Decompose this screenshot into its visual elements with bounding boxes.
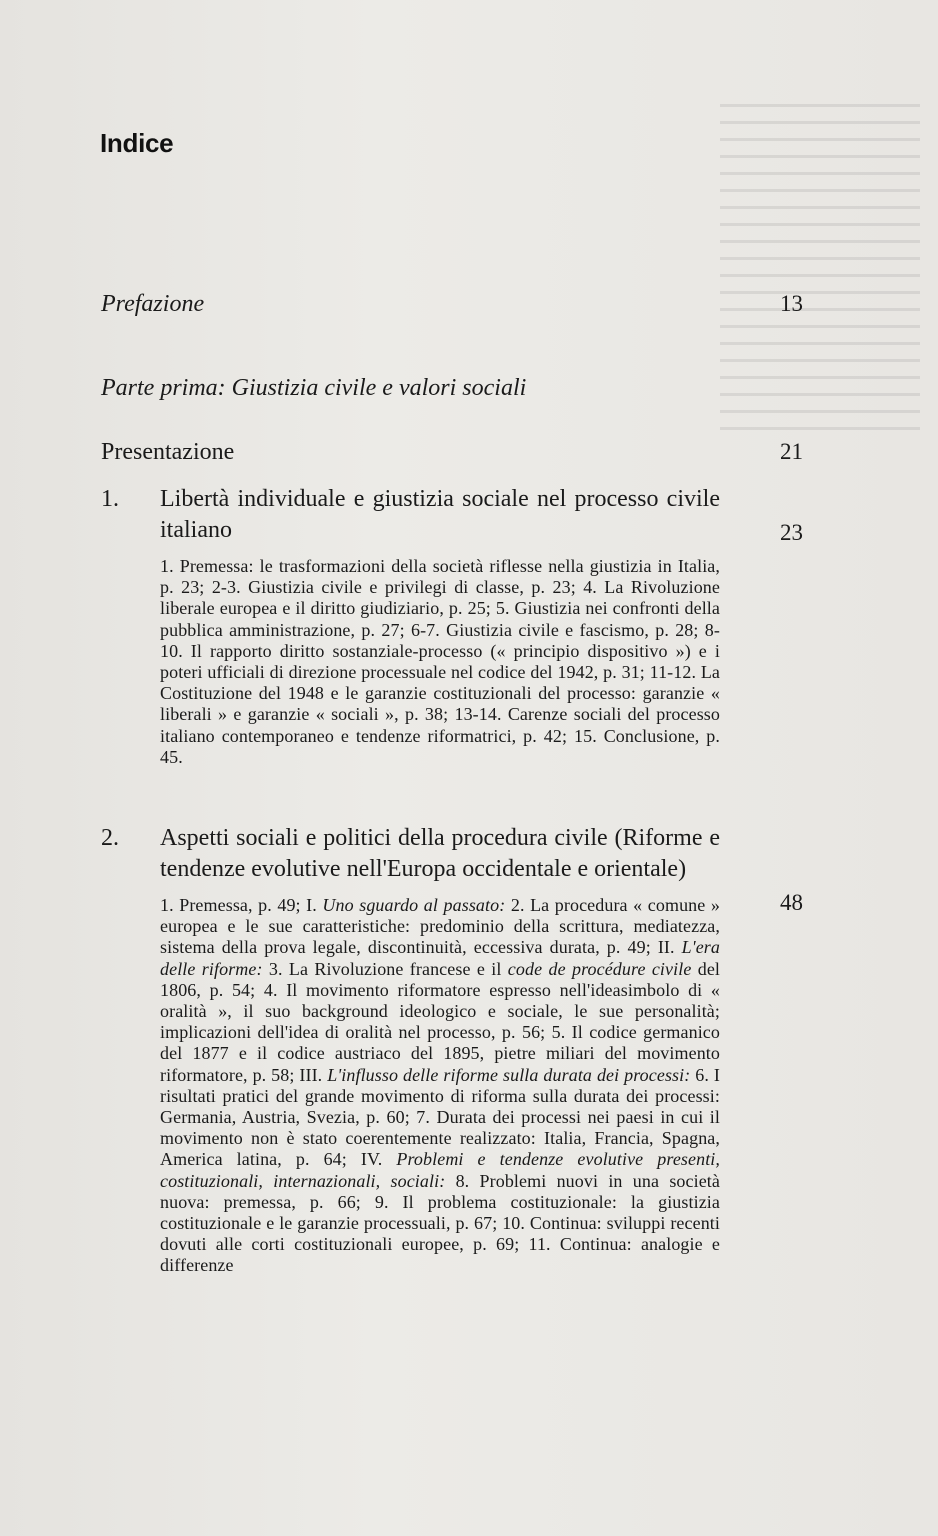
chapter-title: Libertà individuale e giustizia sociale nel processo civile italiano bbox=[160, 486, 720, 543]
summary-section-heading: Problemi e tendenze evolutive presenti, costituzionali, internazionali, sociali: bbox=[160, 1149, 721, 1191]
toc-chapter-1[interactable] bbox=[101, 484, 803, 768]
toc-page-number: 48 bbox=[780, 890, 803, 915]
summary-section-heading: Uno sguardo al passato: bbox=[322, 895, 506, 915]
chapter-title: Aspetti sociali e politici della procedura civile (Riforme e tendenze evolutive nell'Europa occidentale e orientale) bbox=[160, 825, 720, 882]
summary-text: 1. Premessa, p. 49; I. bbox=[160, 895, 323, 915]
chapter-summary bbox=[160, 556, 720, 768]
summary-text: 8. Problemi nuovi in una società nuova: premessa, p. 66; 9. Il problema costituzionale: la giustizia costituzionale e le garanzie processuali, p. 67; 10. Continua: sviluppi recenti dovuti alle corti costituzionali europee, p. 69; 11. Continua: analogie e differenze bbox=[160, 1170, 721, 1276]
toc-page-number: 21 bbox=[780, 439, 803, 464]
chapter-summary bbox=[160, 895, 720, 1277]
summary-section-heading: L'influsso delle riforme sulla durata dei processi: bbox=[327, 1064, 691, 1085]
toc-part-label: Parte prima: Giustizia civile e valori sociali bbox=[101, 375, 527, 401]
summary-text: 1. Premessa: le trasformazioni della società riflesse nella giustizia in Italia, p. 23; 2-3. Giustizia civile e privilegi di classe, p. 23; 4. La Rivoluzione liberale europea e il diritto giudiziario, p. 25; 5. Giustizia nei confronti della pubblica amministrazione, p. 27; 6-7. Giustizia civile e fascismo, p. 28; 8-10. Il rapporto diritto sostanziale-processo (« principio dispositivo ») e i poteri ufficiali di direzione processuale nel codice del 1942, p. 31; 11-12. La Costituzione del 1948 e le garanzie costituzionali del processo: garanzie « liberali » e garanzie « sociali », p. 38; 13-14. Carenze sociali del processo italiano contemporaneo e tendenze riformatrici, p. 42; 15. Conclusione, p. 45. bbox=[160, 556, 720, 767]
toc-part-heading[interactable] bbox=[101, 372, 803, 404]
toc-page-number: 23 bbox=[780, 520, 803, 545]
toc-entry-label: Prefazione bbox=[101, 291, 205, 317]
summary-text: 2. La procedura « comune » europea e le sue caratteristiche: predominio della scrittura, mediatezza, sistema della prova legale, discontinuità, eccessiva durata, p. 49; II. bbox=[160, 895, 720, 958]
toc-page-number: 13 bbox=[780, 291, 803, 316]
summary-text: 6. I risultati pratici del grande movimento di riforma sulla durata dei processi: Germania, Austria, Svezia, p. 60; 7. Durata dei processi nei paesi in cui il movimento non è stato coerentemente realizzato: Italia, Francia, Spagna, America latina, p. 64; IV. bbox=[160, 1064, 720, 1170]
toc-chapter-2[interactable] bbox=[101, 823, 803, 1277]
toc-entry-label: Presentazione bbox=[101, 439, 235, 465]
page-title: Indice bbox=[100, 128, 174, 158]
chapter-number: 2. bbox=[101, 825, 119, 851]
summary-text: 3. La Rivoluzione francese e il bbox=[262, 958, 508, 979]
summary-section-heading: L'era delle riforme: bbox=[160, 937, 720, 979]
summary-section-heading: code de procédure civile bbox=[507, 958, 692, 979]
summary-text: del 1806, p. 54; 4. Il movimento riformatore espresso nell'ideasimbolo di « oralità », il suo background ideologico e sociale, le sue personalità; implicazioni dell'idea di oralità nel processo, p. 56; 5. Il codice germanico del 1877 e il codice austriaco del 1895, pietre miliari del movimento riformatore, p. 58; III. bbox=[160, 958, 721, 1085]
toc-entry-preface[interactable] bbox=[101, 288, 803, 320]
toc-entry-presentation[interactable] bbox=[101, 436, 803, 468]
chapter-number: 1. bbox=[101, 486, 119, 512]
